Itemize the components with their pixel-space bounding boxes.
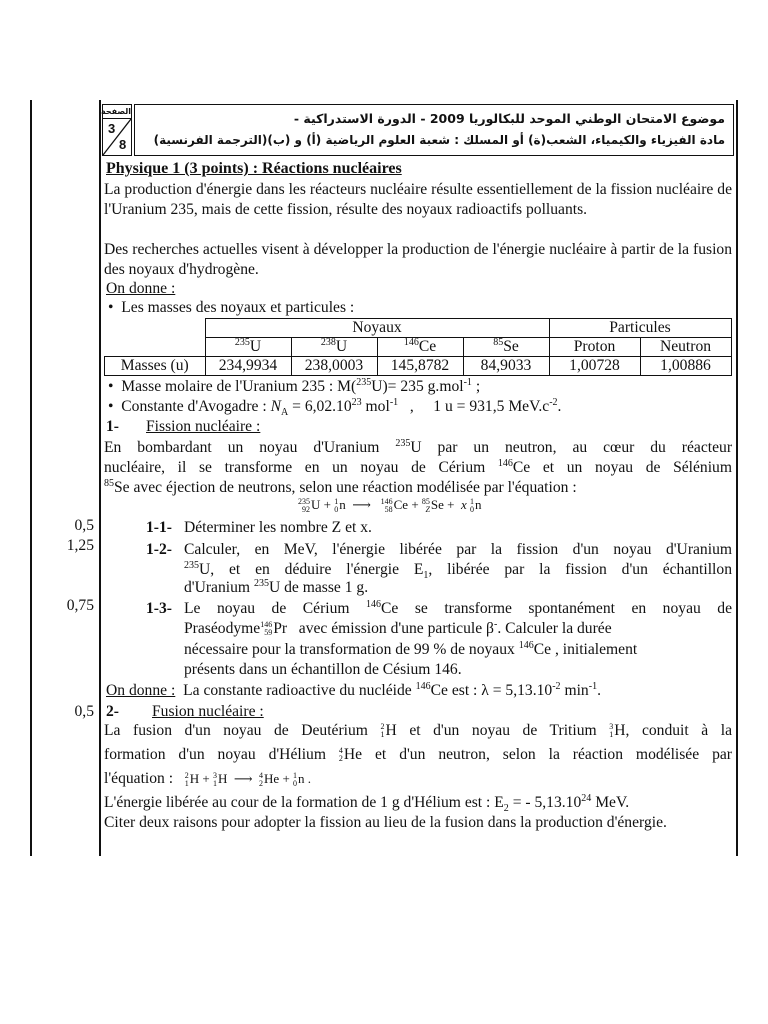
decay-constant-line: On donne : La constante radioactive du nucléide $^{146}$Ce est : $\lambda = 5,13.10^{-2}$ $\min^{-1}$. <box>106 680 601 699</box>
empty-corner <box>105 319 206 338</box>
energy-line: L'énergie libérée au cour de la formation de 1 g d'Hélium est : $E_2$ = - 5,13.10$^{24}$ MeV. <box>104 792 630 815</box>
col-se85 <box>463 338 549 357</box>
u-equivalence: 1 u = 931,5 MeV.c <box>433 398 550 415</box>
t: En bombardant un noyau d'Uranium <box>104 439 380 456</box>
col-u235 <box>205 338 291 357</box>
molar-mass-bullet: • Masse molaire de l'Uranium 235 : M($^{235}$U)= 235 g.mol$^{-1}$ ; <box>108 376 481 395</box>
header-title-box <box>134 104 734 156</box>
t: formation d'un noyau d'Hélium <box>104 746 326 763</box>
part2-line3 <box>104 770 311 788</box>
part1-line2: nucléaire, il se transforme en un noyau de Cérium $^{146}$Ce et un noyau de Sélénium <box>104 457 732 476</box>
part1-title: Fission nucléaire : <box>146 418 261 435</box>
q1-1-text: Déterminer les nombre Z et x. <box>184 519 372 536</box>
col-proton: Proton <box>549 338 640 357</box>
t: La constante radioactive du nucléide <box>183 682 412 699</box>
q1-2-number: 1-2- <box>146 541 172 558</box>
t: Ce est : λ = 5,13.10 <box>430 682 553 699</box>
t: U de masse 1 g. <box>268 579 369 596</box>
particules-header: Particules <box>549 319 731 338</box>
right-margin-line <box>736 100 738 856</box>
score-q1-3: 0,75 <box>66 597 94 614</box>
molar-mass-text: Masse molaire de l'Uranium 235 : M( <box>121 378 357 395</box>
t: et d'un noyau de Tritium <box>409 722 597 739</box>
t: Le noyau de Cérium <box>184 600 350 617</box>
molar-mass-value: U)= 235 g.mol <box>371 378 464 395</box>
page-total: 8 <box>119 137 127 152</box>
masses-table <box>104 318 732 376</box>
t: nucléaire, il se transforme en un noyau de Cérium <box>104 459 486 476</box>
part1-line3: $^{85}$Se avec éjection de neutrons, selon une réaction modélisée par l'équation : <box>104 477 577 496</box>
col-u238 <box>291 338 377 357</box>
nucleus-symbol: Ce <box>418 338 437 355</box>
nucleus-symbol: Se <box>503 338 519 355</box>
col-ce146 <box>377 338 463 357</box>
empty-cell <box>105 338 206 357</box>
part2-number: 2- <box>106 703 119 720</box>
on-donne-label: On donne : <box>106 280 176 297</box>
avogadro-text: Constante d'Avogadre : <box>121 398 267 415</box>
part2-line1: La fusion d'un noyau de Deutérium 2 1 H et d'un noyau de Tritium 3 1 H, conduit à la <box>104 722 733 740</box>
part2-title: Fusion nucléaire : <box>152 703 264 720</box>
t: . Calculer la durée <box>497 620 612 637</box>
page-number-box <box>102 104 132 156</box>
t: Se avec éjection de neutrons, selon une réaction modélisée par l'équation : <box>114 479 577 496</box>
t: , libérée par la fission d'un échantillon <box>428 561 732 578</box>
t: L'énergie libérée au cour de la formation de 1 g d'Hélium est : E <box>104 794 504 811</box>
on-donne-label-2: On donne : <box>106 682 176 699</box>
intro-paragraph-2: Des recherches actuelles visent à développer la production de l'énergie nucléaire à partir de la fusion des noyaux d'hydrogène. <box>104 241 732 278</box>
mass-value: 1,00728 <box>549 357 640 376</box>
part2-line2: formation d'un noyau d'Hélium 4 2 He et d'un neutron, selon la réaction modélisée par <box>104 746 732 764</box>
t: Praséodyme <box>184 620 261 637</box>
q1-3-line1: Le noyau de Cérium $^{146}$Ce se transforme spontanément en noyau de <box>184 598 732 617</box>
part1-number: 1- <box>106 418 119 435</box>
nucleus-symbol: U <box>249 338 262 355</box>
q1-2-line1: Calculer, en MeV, l'énergie libérée par la fission d'un noyau d'Uranium <box>184 541 732 558</box>
col-neutron: Neutron <box>640 338 731 357</box>
score-q2: 0,5 <box>74 703 94 720</box>
noyaux-header: Noyaux <box>205 319 549 338</box>
t: d'Uranium <box>184 579 251 596</box>
header-title-line1: موضوع الامتحان الوطني الموحد للبكالوريا 2009 - الدورة الاستدراكية - <box>293 111 725 126</box>
t: avec émission d'une particule β <box>298 620 494 637</box>
masses-bullet: • Les masses des noyaux et particules : <box>108 299 355 316</box>
section-title: Physique 1 (3 points) : Réactions nucléaires <box>106 160 402 177</box>
t: = - 5,13.10 <box>512 794 582 811</box>
q1-3-number: 1-3- <box>146 600 172 617</box>
final-question: Citer deux raisons pour adopter la fission au lieu de la fusion dans la production d'énergie. <box>104 814 667 831</box>
t: U, et en déduire l'énergie E <box>199 561 424 578</box>
q1-3-line3: nécessaire pour la transformation de 99 % de noyaux $^{146}$Ce , initialement <box>184 639 638 658</box>
row-label-masses: Masses (u) <box>105 357 206 376</box>
t: U par un neutron, au cœur du réacteur <box>410 439 733 456</box>
mass-value: 238,0003 <box>291 357 377 376</box>
q1-3-line4: présents dans un échantillon de Césium 146. <box>184 661 462 678</box>
t: nécessaire pour la transformation de 99 % de noyaux <box>184 641 515 658</box>
masses-bullet-text: Les masses des noyaux et particules : <box>121 299 355 316</box>
q1-3-line2: Praséodyme 146 59 Pr avec émission d'une particule β-. Calculer la durée <box>184 618 612 638</box>
mass-number: 235 <box>234 336 250 348</box>
t: MeV. <box>595 794 630 811</box>
intro-paragraph-1: La production d'énergie dans les réacteurs nucléaire résulte essentiellement de la fission nucléaire de l'Uranium 235, mais de cette fission, résulte des noyaux radioactifs polluants. <box>104 181 732 218</box>
t: La fusion d'un noyau de Deutérium <box>104 722 368 739</box>
avogadro-unit: mol <box>365 398 390 415</box>
mass-number: 85 <box>493 336 504 348</box>
avogadro-bullet: • Constante d'Avogadre : $N_A = 6,02.10^{23}$ mol$^{-1}$ , 1 u = 931,5 $MeV.c^{-2}$. <box>108 396 562 419</box>
mass-number: 146 <box>403 336 419 348</box>
t: Ce et un noyau de Sélénium <box>512 459 732 476</box>
q1-2-line2: $^{235}$U, et en déduire l'énergie $E_1$, libérée par la fission d'un échantillon <box>184 559 732 582</box>
page-label: الصفحة <box>103 105 131 119</box>
fission-equation: 235 92 U + 1 0 n ⟶ 146 58 Ce + 85 Z Se + x 1 0 n <box>298 497 482 515</box>
fusion-equation: 2 1 H + 3 1 H ⟶ 4 2 He + 1 0 n . <box>184 771 312 789</box>
q1-1-number: 1-1- <box>146 519 172 536</box>
nucleus-symbol: U <box>335 338 348 355</box>
mass-value: 145,8782 <box>377 357 463 376</box>
mass-value: 1,00886 <box>640 357 731 376</box>
inner-margin-line <box>99 100 101 856</box>
header-title-line2: مادة الفيزياء والكيمياء، الشعب(ة) أو المسلك : شعبة العلوم الرياضية (أ) و (ب)(الترجمة الفرنسية) <box>153 133 725 147</box>
t: Ce , initialement <box>533 641 638 658</box>
avogadro-value: = 6,02.10 <box>292 398 352 415</box>
score-q1-1: 0,5 <box>74 517 94 534</box>
q1-2-line3: d'Uranium $^{235}$U de masse 1 g. <box>184 577 369 596</box>
mass-value: 234,9934 <box>205 357 291 376</box>
score-q1-2: 1,25 <box>66 537 94 554</box>
part1-line1: En bombardant un noyau d'Uranium $^{235}$U par un neutron, au cœur du réacteur <box>104 437 733 456</box>
mass-value: 84,9033 <box>463 357 549 376</box>
t: Ce se transforme spontanément en noyau de <box>381 600 732 617</box>
page-current: 3 <box>108 121 116 136</box>
t: , conduit à la <box>625 722 733 739</box>
left-margin-line <box>30 100 32 856</box>
t: et d'un neutron, selon la réaction modélisée par <box>375 746 732 763</box>
mass-number: 238 <box>320 336 336 348</box>
t: l'équation : <box>104 770 174 787</box>
t: min <box>564 682 589 699</box>
